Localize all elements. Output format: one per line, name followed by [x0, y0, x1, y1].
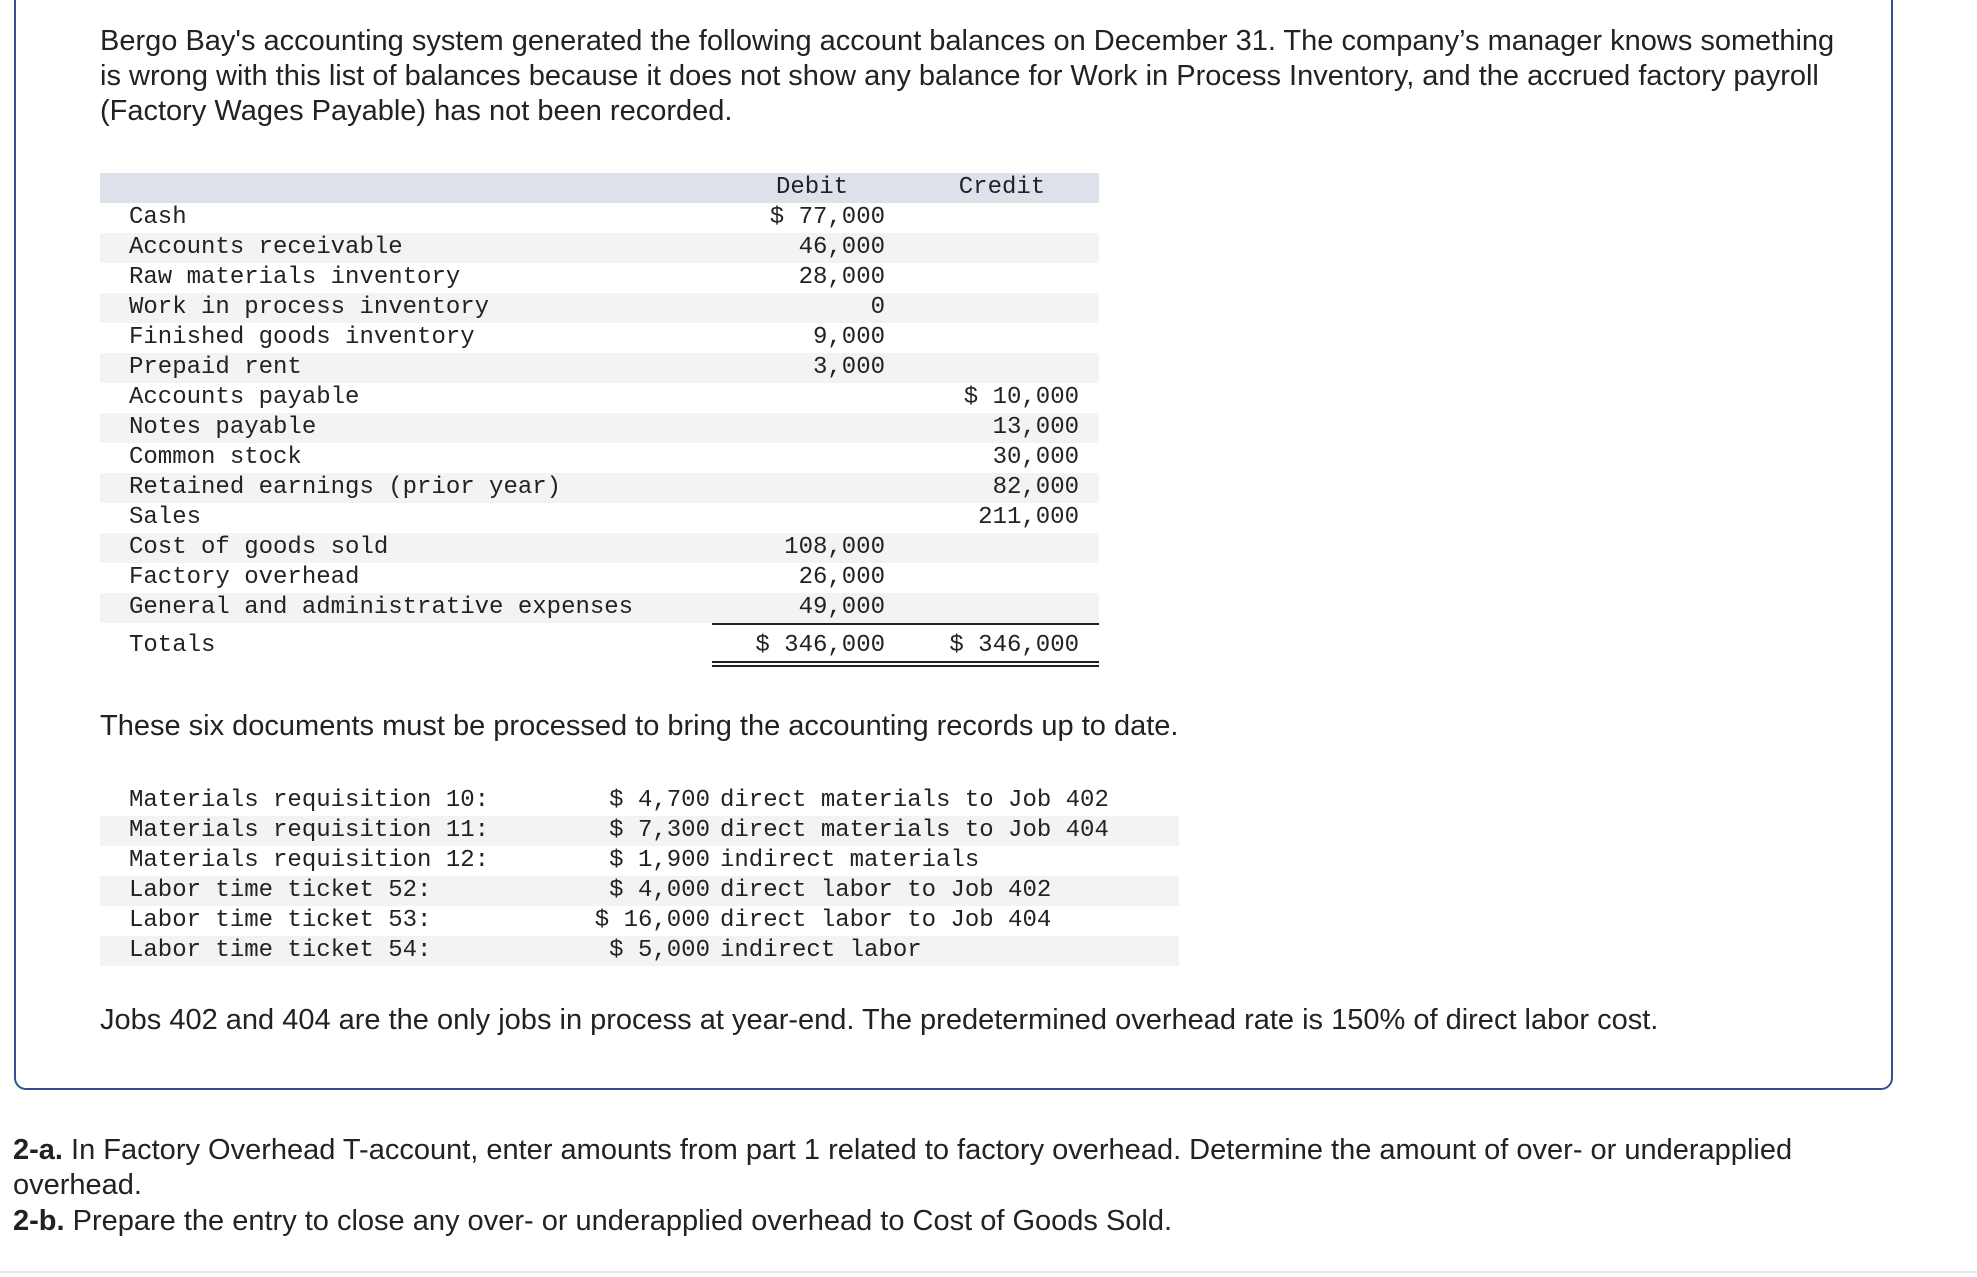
list-item — [100, 816, 1179, 846]
document-amount: $ 5,000 — [609, 937, 710, 964]
document-description: indirect labor — [720, 937, 922, 964]
list-item — [100, 936, 1179, 966]
account-name: Finished goods inventory — [129, 324, 475, 351]
question-2b-label: 2-b. — [13, 1205, 65, 1237]
account-name: Raw materials inventory — [129, 264, 461, 291]
credit-amount: 211,000 — [978, 504, 1079, 531]
debit-amount: 9,000 — [812, 324, 885, 351]
debit-amount: 46,000 — [798, 234, 885, 261]
closing-paragraph: Jobs 402 and 404 are the only jobs in process at year-end. The predetermined overhead rate is 150% of direct labor cost. — [100, 1004, 1659, 1036]
bottom-divider — [0, 1271, 1977, 1273]
trial-balance-table — [100, 173, 1099, 667]
intro-paragraph: Bergo Bay's accounting system generated the following account balances on December 31. The company’s manager knows something is wrong with this list of balances because it does not show any balance for Work in Process Inventory, and the accrued factory payroll (Factory Wages Payable) has not been recorded. — [100, 25, 1835, 127]
document-amount: $ 4,700 — [609, 787, 710, 814]
list-item — [100, 906, 1179, 936]
account-name: Cost of goods sold — [129, 534, 389, 561]
debit-amount: $ 77,000 — [769, 204, 885, 231]
document-amount: $ 16,000 — [594, 907, 710, 934]
credit-amount: 82,000 — [992, 474, 1079, 501]
double-rule-upper — [712, 661, 1099, 663]
question-2a — [13, 1133, 1913, 1203]
debit-header: Debit — [775, 174, 848, 201]
table-row — [100, 533, 1099, 563]
account-name: Notes payable — [129, 414, 317, 441]
documents-intro: These six documents must be processed to bring the accounting records up to date. — [100, 710, 1179, 742]
question-2b — [13, 1204, 1913, 1239]
table-row — [100, 413, 1099, 443]
table-row — [100, 233, 1099, 263]
totals-debit: $ 346,000 — [755, 632, 885, 659]
double-rule-lower — [712, 665, 1099, 667]
document-name: Materials requisition 12: — [129, 847, 490, 874]
account-name: General and administrative expenses — [129, 594, 634, 621]
credit-header: Credit — [958, 174, 1046, 201]
totals-row — [100, 623, 1099, 667]
table-row — [100, 563, 1099, 593]
account-name: Work in process inventory — [129, 294, 490, 321]
table-row — [100, 323, 1099, 353]
list-item — [100, 846, 1179, 876]
credit-amount: $ 10,000 — [963, 384, 1079, 411]
credit-amount: 13,000 — [992, 414, 1079, 441]
account-name: Sales — [129, 504, 202, 531]
account-name: Factory overhead — [129, 564, 360, 591]
document-description: direct materials to Job 402 — [720, 787, 1109, 814]
documents-table — [100, 786, 1179, 966]
document-name: Labor time ticket 52: — [129, 877, 432, 904]
list-item — [100, 876, 1179, 906]
table-row — [100, 443, 1099, 473]
question-2a-label: 2-a. — [13, 1134, 63, 1166]
credit-amount: 30,000 — [992, 444, 1079, 471]
table-row — [100, 383, 1099, 413]
document-name: Labor time ticket 54: — [129, 937, 432, 964]
table-row — [100, 503, 1099, 533]
totals-credit: $ 346,000 — [949, 632, 1079, 659]
document-description: direct labor to Job 404 — [720, 907, 1052, 934]
document-description: direct materials to Job 404 — [720, 817, 1109, 844]
debit-amount: 0 — [870, 294, 885, 321]
account-name: Cash — [129, 204, 187, 231]
document-amount: $ 7,300 — [609, 817, 710, 844]
document-description: indirect materials — [720, 847, 980, 874]
table-header — [100, 173, 1099, 203]
account-name: Accounts payable — [129, 384, 360, 411]
document-name: Materials requisition 11: — [129, 817, 490, 844]
debit-amount: 3,000 — [812, 354, 885, 381]
account-name: Common stock — [129, 444, 302, 471]
debit-amount: 108,000 — [784, 534, 885, 561]
list-item — [100, 786, 1179, 816]
document-amount: $ 4,000 — [609, 877, 710, 904]
table-row — [100, 473, 1099, 503]
account-name: Accounts receivable — [129, 234, 403, 261]
document-amount: $ 1,900 — [609, 847, 710, 874]
table-row — [100, 293, 1099, 323]
document-name: Labor time ticket 53: — [129, 907, 432, 934]
document-description: direct labor to Job 402 — [720, 877, 1052, 904]
table-row — [100, 353, 1099, 383]
question-2b-text: Prepare the entry to close any over- or underapplied overhead to Cost of Goods Sold. — [64, 1205, 1173, 1237]
debit-amount: 26,000 — [798, 564, 885, 591]
document-name: Materials requisition 10: — [129, 787, 490, 814]
table-row — [100, 263, 1099, 293]
account-name: Prepaid rent — [129, 354, 302, 381]
table-row — [100, 593, 1099, 623]
debit-amount: 49,000 — [798, 594, 885, 621]
account-name: Retained earnings (prior year) — [129, 474, 562, 501]
totals-label: Totals — [129, 632, 216, 659]
question-2a-text: In Factory Overhead T-account, enter amounts from part 1 related to factory overhead. Determine the amount of over- or underapplied overhead. — [13, 1134, 1793, 1201]
table-row — [100, 203, 1099, 233]
debit-amount: 28,000 — [798, 264, 885, 291]
